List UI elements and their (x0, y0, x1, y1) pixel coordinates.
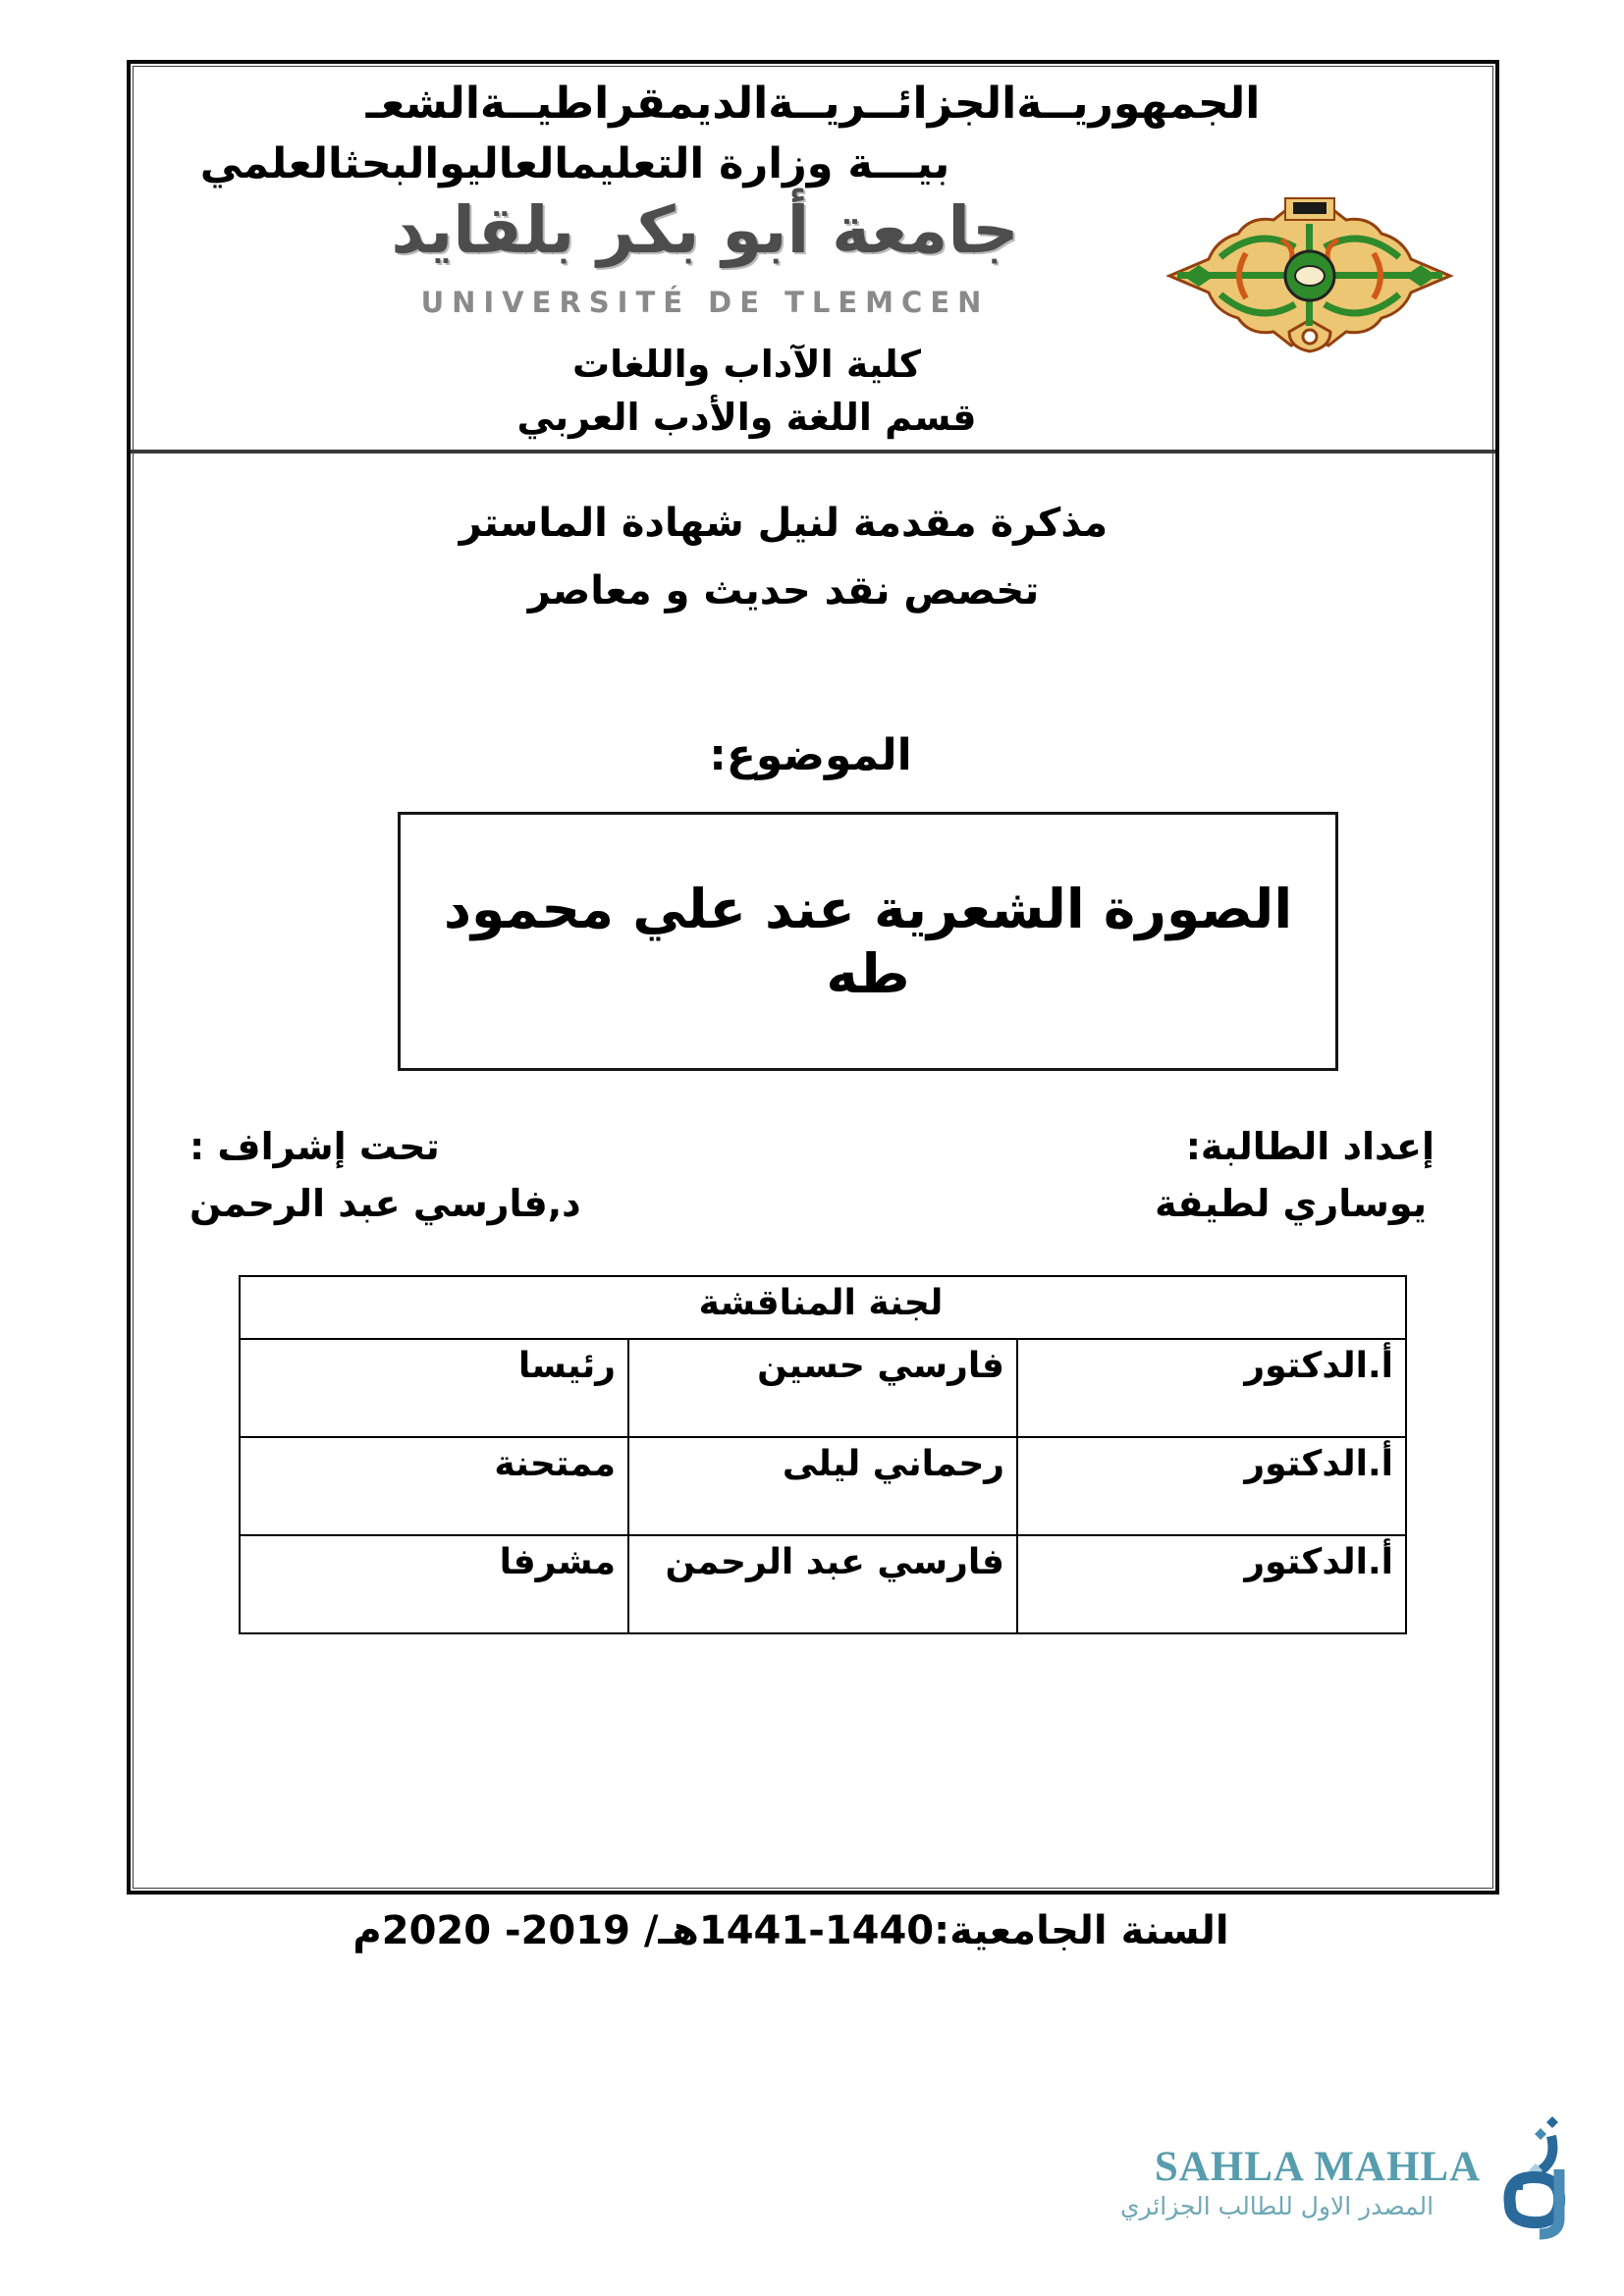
thesis-title: الصورة الشعرية عند علي محمود طه (443, 878, 1293, 1005)
outer-frame (127, 60, 1499, 1895)
republic-header-line-1: الجمهوريــةالجزائــريــةالديمقراطيــةالشعـ (365, 79, 1261, 129)
degree-cell: أ.الدكتور (1017, 1437, 1406, 1535)
role-cell: رئيسا (240, 1339, 628, 1437)
degree-cell: أ.الدكتور (1017, 1535, 1406, 1633)
committee-table (239, 1275, 1407, 1634)
committee-row (240, 1535, 1406, 1633)
degree-cell: أ.الدكتور (1017, 1339, 1406, 1437)
memo-specialty-line: تخصص نقد حديث و معاصر (527, 568, 1040, 614)
academic-year: السنة الجامعية:1440-1441هـ/ 2019- 2020م (352, 1908, 1229, 1953)
committee-row (240, 1437, 1406, 1535)
student-section-label: إعداد الطالبة: (1185, 1125, 1435, 1168)
role-cell: مشرفا (240, 1535, 628, 1633)
member-name-cell: رحماني ليلى (628, 1437, 1017, 1535)
watermark-brand-text: SAHLA MAHLA (1154, 2144, 1482, 2190)
university-logo-latin: UNIVERSITÉ DE TLEMCEN (420, 286, 990, 319)
committee-title: لجنة المناقشة (240, 1276, 1406, 1339)
faculty-name: كلية الآداب واللغات (572, 343, 921, 386)
university-emblem-icon (1164, 196, 1456, 355)
university-logo-arabic: جامعة أبو بكر بلقايد (391, 192, 1019, 268)
department-name: قسم اللغة والأدب العربي (516, 396, 977, 439)
student-name: يوساري لطيفة (1155, 1182, 1427, 1225)
header-divider (131, 450, 1495, 454)
member-name-cell: فارسي حسين (628, 1339, 1017, 1437)
watermark-tagline: المصدر الاول للطالب الجزائري (1119, 2192, 1435, 2220)
committee-row (240, 1339, 1406, 1437)
memo-type-line: مذكرة مقدمة لنيل شهادة الماستر (459, 501, 1109, 546)
subject-label: الموضوع: (709, 730, 912, 780)
supervisor-name: د,فارسي عبد الرحمن (189, 1182, 581, 1225)
role-cell: ممتحنة (240, 1437, 628, 1535)
committee-header-row (240, 1276, 1406, 1339)
supervisor-section-label: تحت إشراف : (189, 1125, 440, 1168)
sahla-mahla-logo-icon (1496, 2112, 1583, 2240)
thesis-title-box (398, 812, 1338, 1071)
republic-header-line-2: بيـــة وزارة التعليمالعاليوالبحثالعلمي (199, 139, 950, 188)
member-name-cell: فارسي عبد الرحمن (628, 1535, 1017, 1633)
